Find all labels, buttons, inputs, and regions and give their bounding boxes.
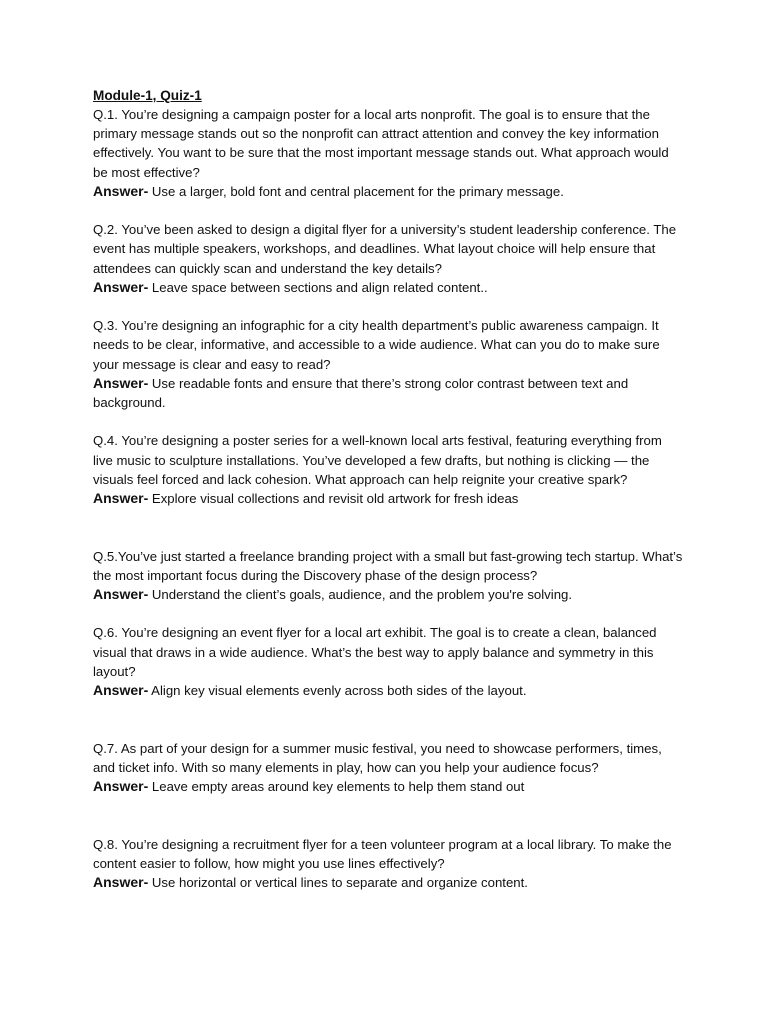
answer-label: Answer-: [93, 374, 149, 391]
quiz-item-2: [93, 220, 683, 297]
question-text: Q.2. You’ve been asked to design a digital flyer for a university’s student leadership conference. The event has multiple speakers, workshops, and deadlines. What layout choice will help ensure that attendees can quickly scan and understand the key details?: [93, 222, 677, 276]
answer-line: [93, 873, 683, 892]
answer-text: Explore visual collections and revisit old artwork for fresh ideas: [148, 491, 519, 507]
answer-text: Leave empty areas around key elements to help them stand out: [148, 779, 525, 795]
answer-text: Use horizontal or vertical lines to separate and organize content.: [148, 875, 528, 891]
quiz-item-5: [93, 547, 683, 605]
answer-label: Answer-: [93, 278, 149, 295]
answer-line: [93, 489, 683, 508]
quiz-item-7: [93, 739, 683, 797]
answer-label: Answer-: [93, 874, 149, 891]
question-text: Q.7. As part of your design for a summer music festival, you need to showcase performers, times, and ticket info. With so many elements in play, how can you help your audience focus?: [93, 740, 662, 775]
answer-label: Answer-: [93, 586, 149, 603]
question-text: Q.4. You’re designing a poster series for a well-known local arts festival, featuring everything from live music to sculpture installations. You’ve developed a few drafts, but nothing is clicking — the visuals feel forced and lack cohesion. What approach can help reignite your creative spark?: [93, 433, 662, 487]
answer-line: [93, 182, 683, 201]
question-text: Q.1. You’re designing a campaign poster for a local arts nonprofit. The goal is to ensure that the primary message stands out so the nonprofit can attract attention and convey the key information effectively. You want to be sure that the most important message stands out. What approach would be most effective?: [93, 107, 669, 180]
question-text: Q.6. You’re designing an event flyer for a local art exhibit. The goal is to create a clean, balanced visual that draws in a wide audience. What’s the best way to apply balance and symmetry in this layout?: [93, 625, 657, 679]
answer-text: Align key visual elements evenly across both sides of the layout.: [148, 683, 527, 699]
page-title: Module-1, Quiz-1: [93, 88, 202, 103]
answer-line: [93, 777, 683, 796]
answer-line: [93, 681, 683, 700]
answer-label: Answer-: [93, 182, 149, 199]
question-text: Q.5.You’ve just started a freelance branding project with a small but fast-growing tech startup. What’s the most important focus during the Discovery phase of the design process?: [93, 548, 683, 583]
document-body: [93, 86, 683, 892]
answer-line: [93, 278, 683, 297]
answer-text: Understand the client’s goals, audience, and the problem you're solving.: [148, 587, 573, 603]
answer-label: Answer-: [93, 682, 149, 699]
quiz-item-8: [93, 835, 683, 893]
answer-text: Leave space between sections and align related content..: [148, 279, 488, 295]
answer-text: Use readable fonts and ensure that there’s strong color contrast between text and background.: [93, 375, 629, 411]
quiz-item-4: [93, 431, 683, 508]
quiz-item-3: [93, 316, 683, 412]
answer-label: Answer-: [93, 778, 149, 795]
answer-line: [93, 374, 683, 412]
question-text: Q.8. You’re designing a recruitment flyer for a teen volunteer program at a local library. To make the content easier to follow, how might you use lines effectively?: [93, 836, 672, 871]
answer-text: Use a larger, bold font and central placement for the primary message.: [148, 183, 564, 199]
answer-line: [93, 585, 683, 604]
question-text: Q.3. You’re designing an infographic for a city health department’s public awareness campaign. It needs to be clear, informative, and accessible to a wide audience. What can you do to make sure your message is clear and easy to read?: [93, 318, 660, 372]
answer-label: Answer-: [93, 490, 149, 507]
quiz-item-6: [93, 623, 683, 700]
quiz-item-1: [93, 105, 683, 201]
